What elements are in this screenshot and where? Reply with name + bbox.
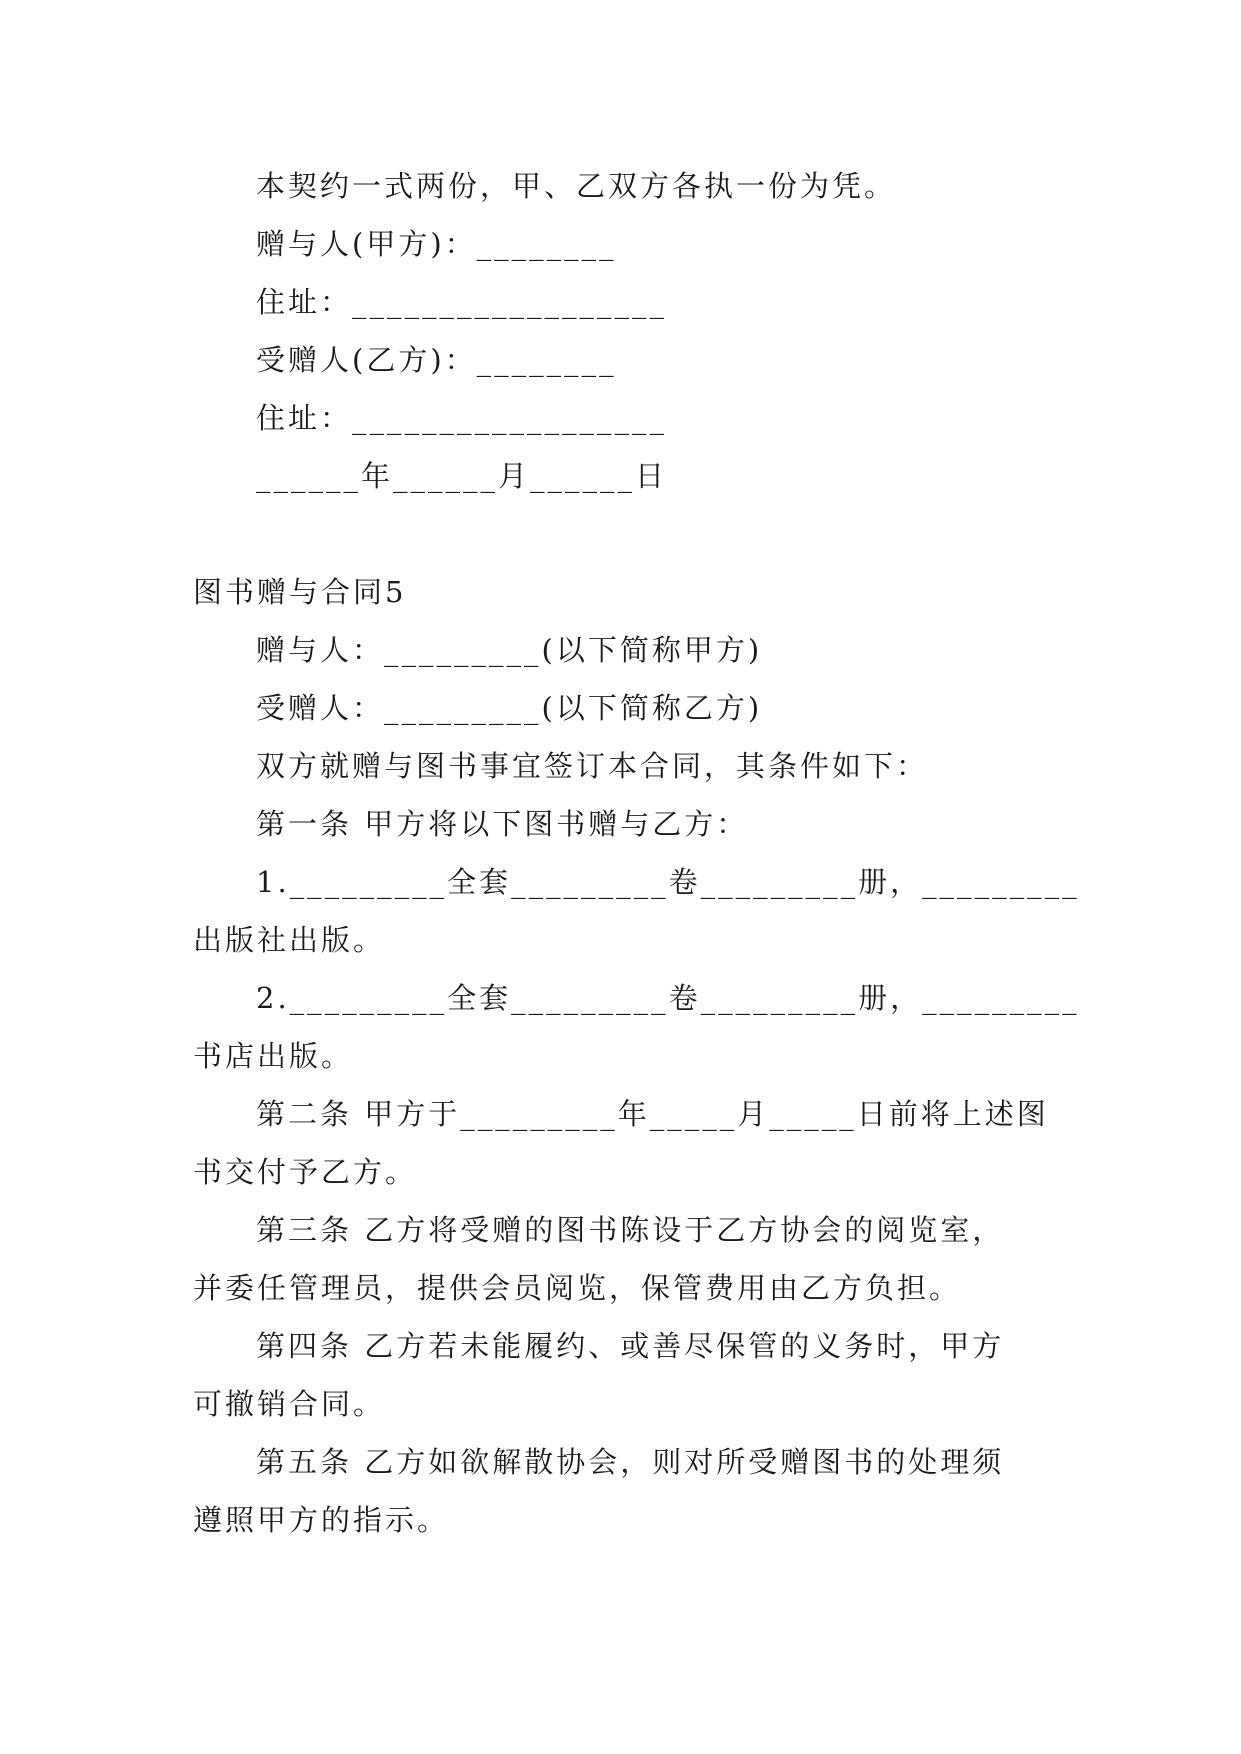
article-3: 第三条 乙方将受赠的图书陈设于乙方协会的阅览室， bbox=[256, 1213, 1005, 1247]
article-1-item-2: 2._________全套_________卷_________册，_________ bbox=[256, 981, 1080, 1015]
text-line-donee: 受赠人(乙方)：________ bbox=[256, 343, 617, 377]
article-2: 第二条 甲方于_________年_____月_____日前将上述图 bbox=[256, 1097, 1049, 1131]
text-line-donor-address: 住址：__________________ bbox=[256, 285, 668, 319]
article-5: 第五条 乙方如欲解散协会，则对所受赠图书的处理须 bbox=[256, 1445, 1005, 1479]
text-line-donor-2: 赠与人：_________(以下简称甲方) bbox=[256, 633, 763, 667]
article-1-item-2-cont: 书店出版。 bbox=[193, 1039, 354, 1073]
article-1: 第一条 甲方将以下图书赠与乙方： bbox=[256, 807, 749, 841]
text-line-copies: 本契约一式两份，甲、乙双方各执一份为凭。 bbox=[256, 169, 897, 203]
article-2-cont: 书交付予乙方。 bbox=[193, 1155, 418, 1189]
text-line-donee-address: 住址：__________________ bbox=[256, 401, 668, 435]
article-3-cont: 并委任管理员，提供会员阅览，保管费用由乙方负担。 bbox=[193, 1271, 962, 1305]
text-line-donor: 赠与人(甲方)：________ bbox=[256, 227, 617, 261]
article-4-cont: 可撤销合同。 bbox=[193, 1387, 386, 1421]
article-1-item-1-cont: 出版社出版。 bbox=[193, 923, 386, 957]
article-5-cont: 遵照甲方的指示。 bbox=[193, 1503, 450, 1537]
section-title: 图书赠与合同5 bbox=[193, 575, 407, 609]
text-line-intro: 双方就赠与图书事宜签订本合同，其条件如下： bbox=[256, 749, 929, 783]
text-line-date: ______年______月______日 bbox=[256, 459, 668, 493]
article-1-item-1: 1._________全套_________卷_________册，_________ bbox=[256, 865, 1080, 899]
text-line-donee-2: 受赠人：_________(以下简称乙方) bbox=[256, 691, 763, 725]
article-4: 第四条 乙方若未能履约、或善尽保管的义务时，甲方 bbox=[256, 1329, 1005, 1363]
